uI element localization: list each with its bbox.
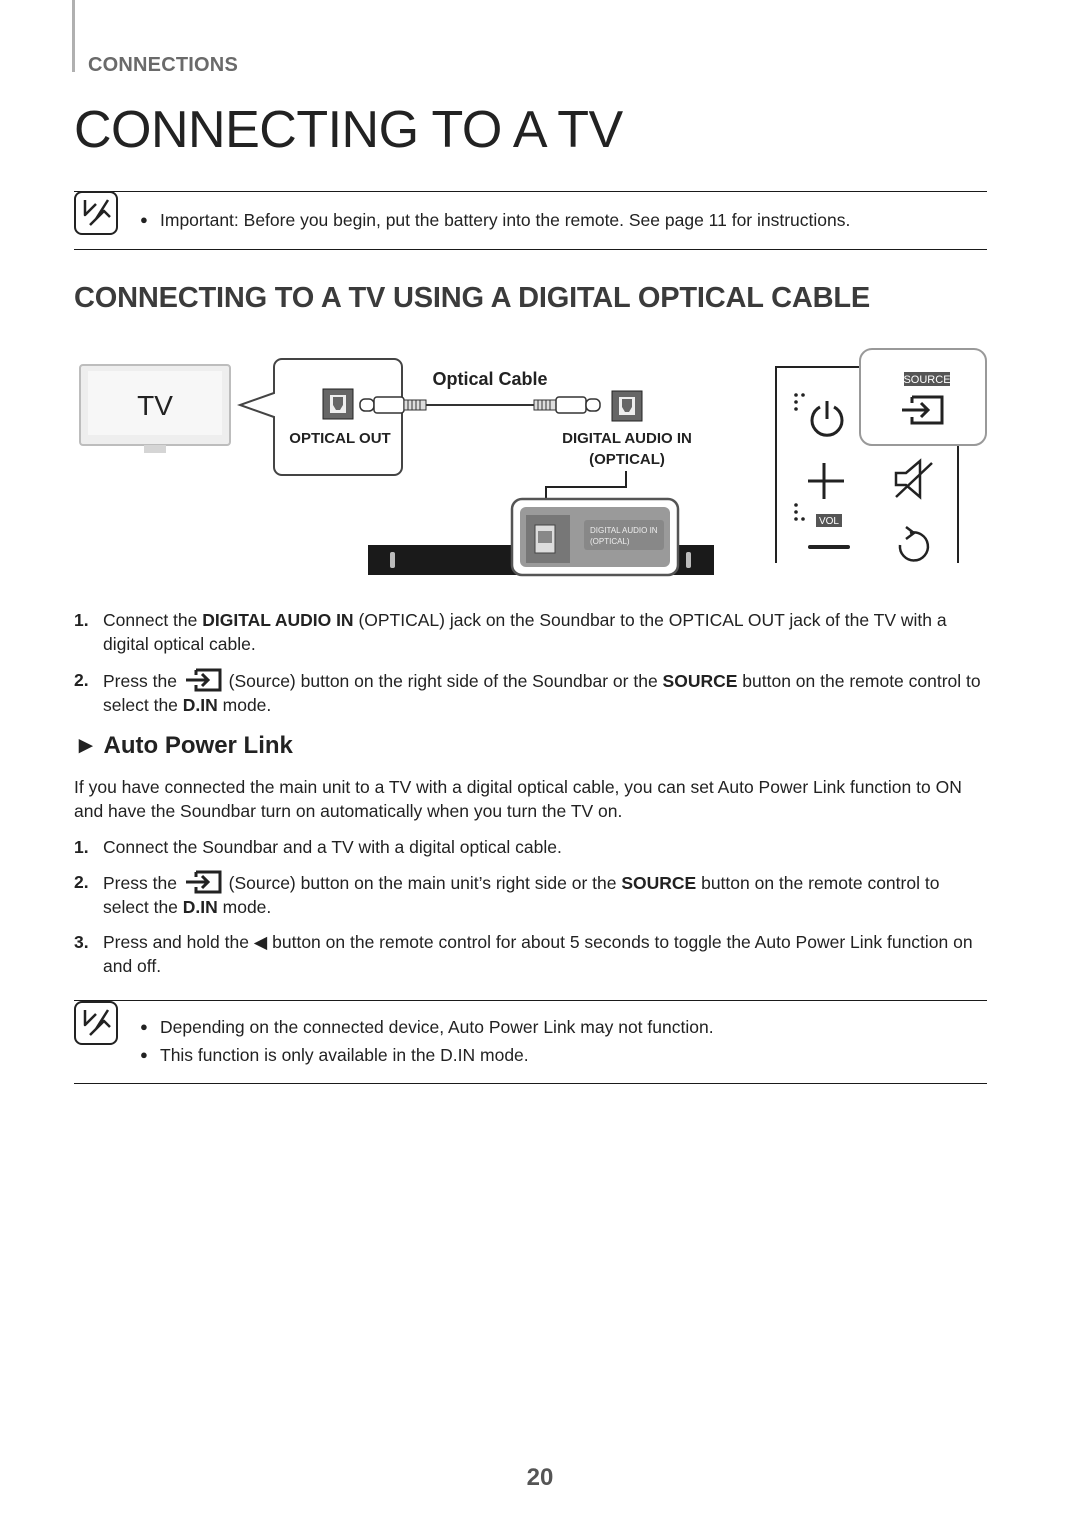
digital-audio-in-port bbox=[612, 391, 642, 421]
step-text: (Source) button on the main unit’s right side or the bbox=[223, 873, 622, 893]
cable-label: Optical Cable bbox=[432, 369, 548, 389]
connect-step-2 bbox=[74, 668, 986, 720]
note-bottom-text: This function is only available in the D.IN mode. bbox=[160, 1045, 529, 1065]
note-top-rule bbox=[74, 191, 987, 192]
step-number: 2. bbox=[74, 872, 89, 892]
section-bar bbox=[72, 0, 75, 72]
note-top-text: Important: Before you begin, put the battery into the remote. See page 11 for instructions. bbox=[160, 210, 851, 230]
remote-mute-icon bbox=[896, 461, 932, 497]
arrow-marker-icon: ► bbox=[74, 732, 98, 759]
note-top-rule-bottom bbox=[74, 249, 987, 250]
remote-repeat-icon bbox=[900, 527, 928, 560]
remote-control-illustration bbox=[776, 349, 986, 563]
remote-vol-indicator bbox=[794, 503, 842, 527]
note-bottom-rule-bottom bbox=[74, 1083, 987, 1084]
source-button-icon bbox=[184, 870, 222, 894]
tv-illustration bbox=[80, 365, 230, 453]
step-bold-text: SOURCE bbox=[621, 873, 697, 893]
auto-power-link-heading bbox=[74, 732, 293, 760]
auto-step-3 bbox=[74, 930, 986, 982]
remote-vol-label: VOL bbox=[818, 516, 840, 527]
step-text: button on the remote control to select the bbox=[103, 671, 981, 715]
step-number: 2. bbox=[74, 670, 89, 690]
note-bottom-item-1 bbox=[140, 1017, 714, 1038]
step-number: 1. bbox=[74, 610, 89, 630]
step-text: Press the bbox=[103, 873, 182, 893]
step-text: Press and hold the bbox=[103, 932, 254, 952]
digital-in-label-2: (OPTICAL) bbox=[589, 451, 665, 468]
step-text: Press the bbox=[103, 671, 182, 691]
auto-power-intro: If you have connected the main unit to a TV with a digital optical cable, you can set Auto Power Link function to ON and have the Soundbar turn on automatically when you turn the TV on. bbox=[74, 777, 962, 821]
optical-out-callout bbox=[240, 359, 402, 475]
note-pencil-icon bbox=[74, 191, 118, 235]
step-bold-text: DIGITAL AUDIO IN bbox=[202, 610, 354, 630]
remote-source-label: SOURCE bbox=[903, 374, 951, 386]
digital-in-label: DIGITAL AUDIO IN bbox=[562, 430, 692, 447]
step-text: button on the remote control to select the bbox=[103, 873, 940, 917]
optical-cable bbox=[360, 397, 600, 413]
step-text: (OPTICAL) jack on the Soundbar to the OPTICAL OUT jack of the TV with a digital optical cable. bbox=[103, 610, 947, 654]
bullet: ● bbox=[140, 1047, 148, 1062]
auto-step-1 bbox=[74, 835, 986, 861]
note-pencil-icon bbox=[74, 1001, 118, 1045]
step-bold-text: D.IN bbox=[182, 897, 218, 917]
step-bold-text: SOURCE bbox=[662, 671, 738, 691]
step-text: (Source) button on the right side of the Soundbar or the bbox=[223, 671, 663, 691]
section-label: CONNECTIONS bbox=[88, 54, 238, 76]
auto-power-link-title: Auto Power Link bbox=[103, 732, 293, 759]
bullet: ● bbox=[140, 1019, 148, 1034]
bullet: ● bbox=[140, 212, 148, 227]
section-heading: CONNECTING TO A TV USING A DIGITAL OPTICAL CABLE bbox=[74, 282, 870, 314]
note-bottom-rule bbox=[74, 1000, 987, 1001]
remote-volume-up-icon bbox=[808, 463, 844, 499]
source-button-icon bbox=[184, 668, 222, 692]
page-title: CONNECTING TO A TV bbox=[74, 101, 623, 159]
step-text: mode. bbox=[217, 695, 272, 715]
note-bottom-text: Depending on the connected device, Auto Power Link may not function. bbox=[160, 1017, 714, 1037]
connection-diagram bbox=[74, 345, 994, 585]
tv-label: TV bbox=[137, 390, 173, 421]
note-bottom-item-2 bbox=[140, 1045, 529, 1066]
left-arrow-icon: ◀ bbox=[253, 932, 268, 952]
note-top-item bbox=[140, 210, 850, 231]
step-number: 1. bbox=[74, 837, 89, 857]
step-number: 3. bbox=[74, 932, 89, 952]
auto-step-2 bbox=[74, 870, 986, 922]
optical-out-port bbox=[323, 389, 353, 419]
step-text: Connect the bbox=[103, 610, 203, 630]
page-number: 20 bbox=[526, 1464, 554, 1491]
port-small-label: DIGITAL AUDIO IN bbox=[590, 526, 658, 535]
optical-out-label: OPTICAL OUT bbox=[289, 430, 391, 447]
step-text: Connect the Soundbar and a TV with a digital optical cable. bbox=[103, 837, 562, 857]
step-text: button on the remote control for about 5 seconds to toggle the Auto Power Link function on and off. bbox=[103, 932, 973, 976]
step-bold-text: D.IN bbox=[182, 695, 218, 715]
step-text: mode. bbox=[217, 897, 272, 917]
soundbar-illustration bbox=[368, 499, 714, 575]
connect-step-1 bbox=[74, 608, 986, 660]
remote-power-icon bbox=[794, 393, 842, 435]
port-small-label-2: (OPTICAL) bbox=[590, 537, 630, 546]
